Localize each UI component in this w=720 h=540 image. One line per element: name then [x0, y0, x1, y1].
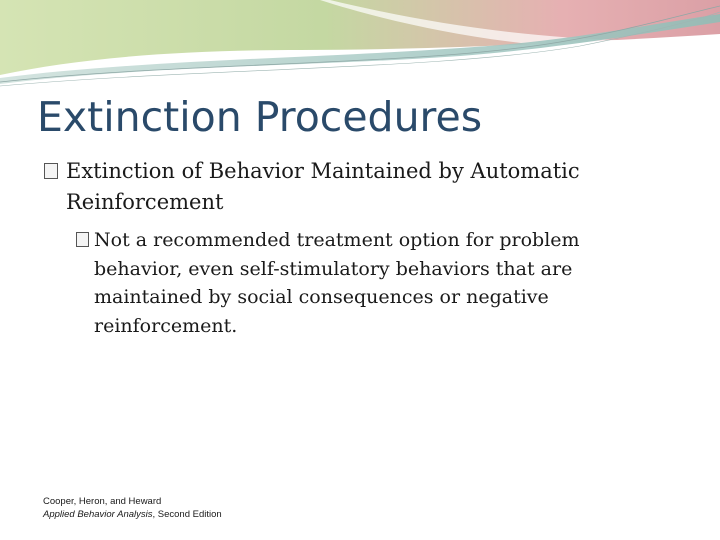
slide-title: Extinction Procedures: [37, 93, 483, 141]
replacement-character-icon: [44, 163, 58, 179]
bullet-level1: [44, 156, 676, 218]
decorative-banner: [0, 0, 720, 90]
footer-book-line: [43, 508, 222, 521]
bullet-level2-text: Not a recommended treatment option for problem behavior, even self-stimulatory behaviors that are maintained by social consequences or negative reinforcement.: [94, 229, 580, 337]
replacement-character-icon: [76, 232, 89, 247]
citation-footer: [43, 495, 222, 521]
footer-book-title: Applied Behavior Analysis: [43, 509, 153, 520]
footer-authors: Cooper, Heron, and Heward: [43, 496, 162, 507]
bullet-level2: [76, 226, 654, 340]
footer-edition: , Second Edition: [152, 509, 222, 520]
bullet-level1-text: Extinction of Behavior Maintained by Automatic Reinforcement: [66, 159, 580, 214]
